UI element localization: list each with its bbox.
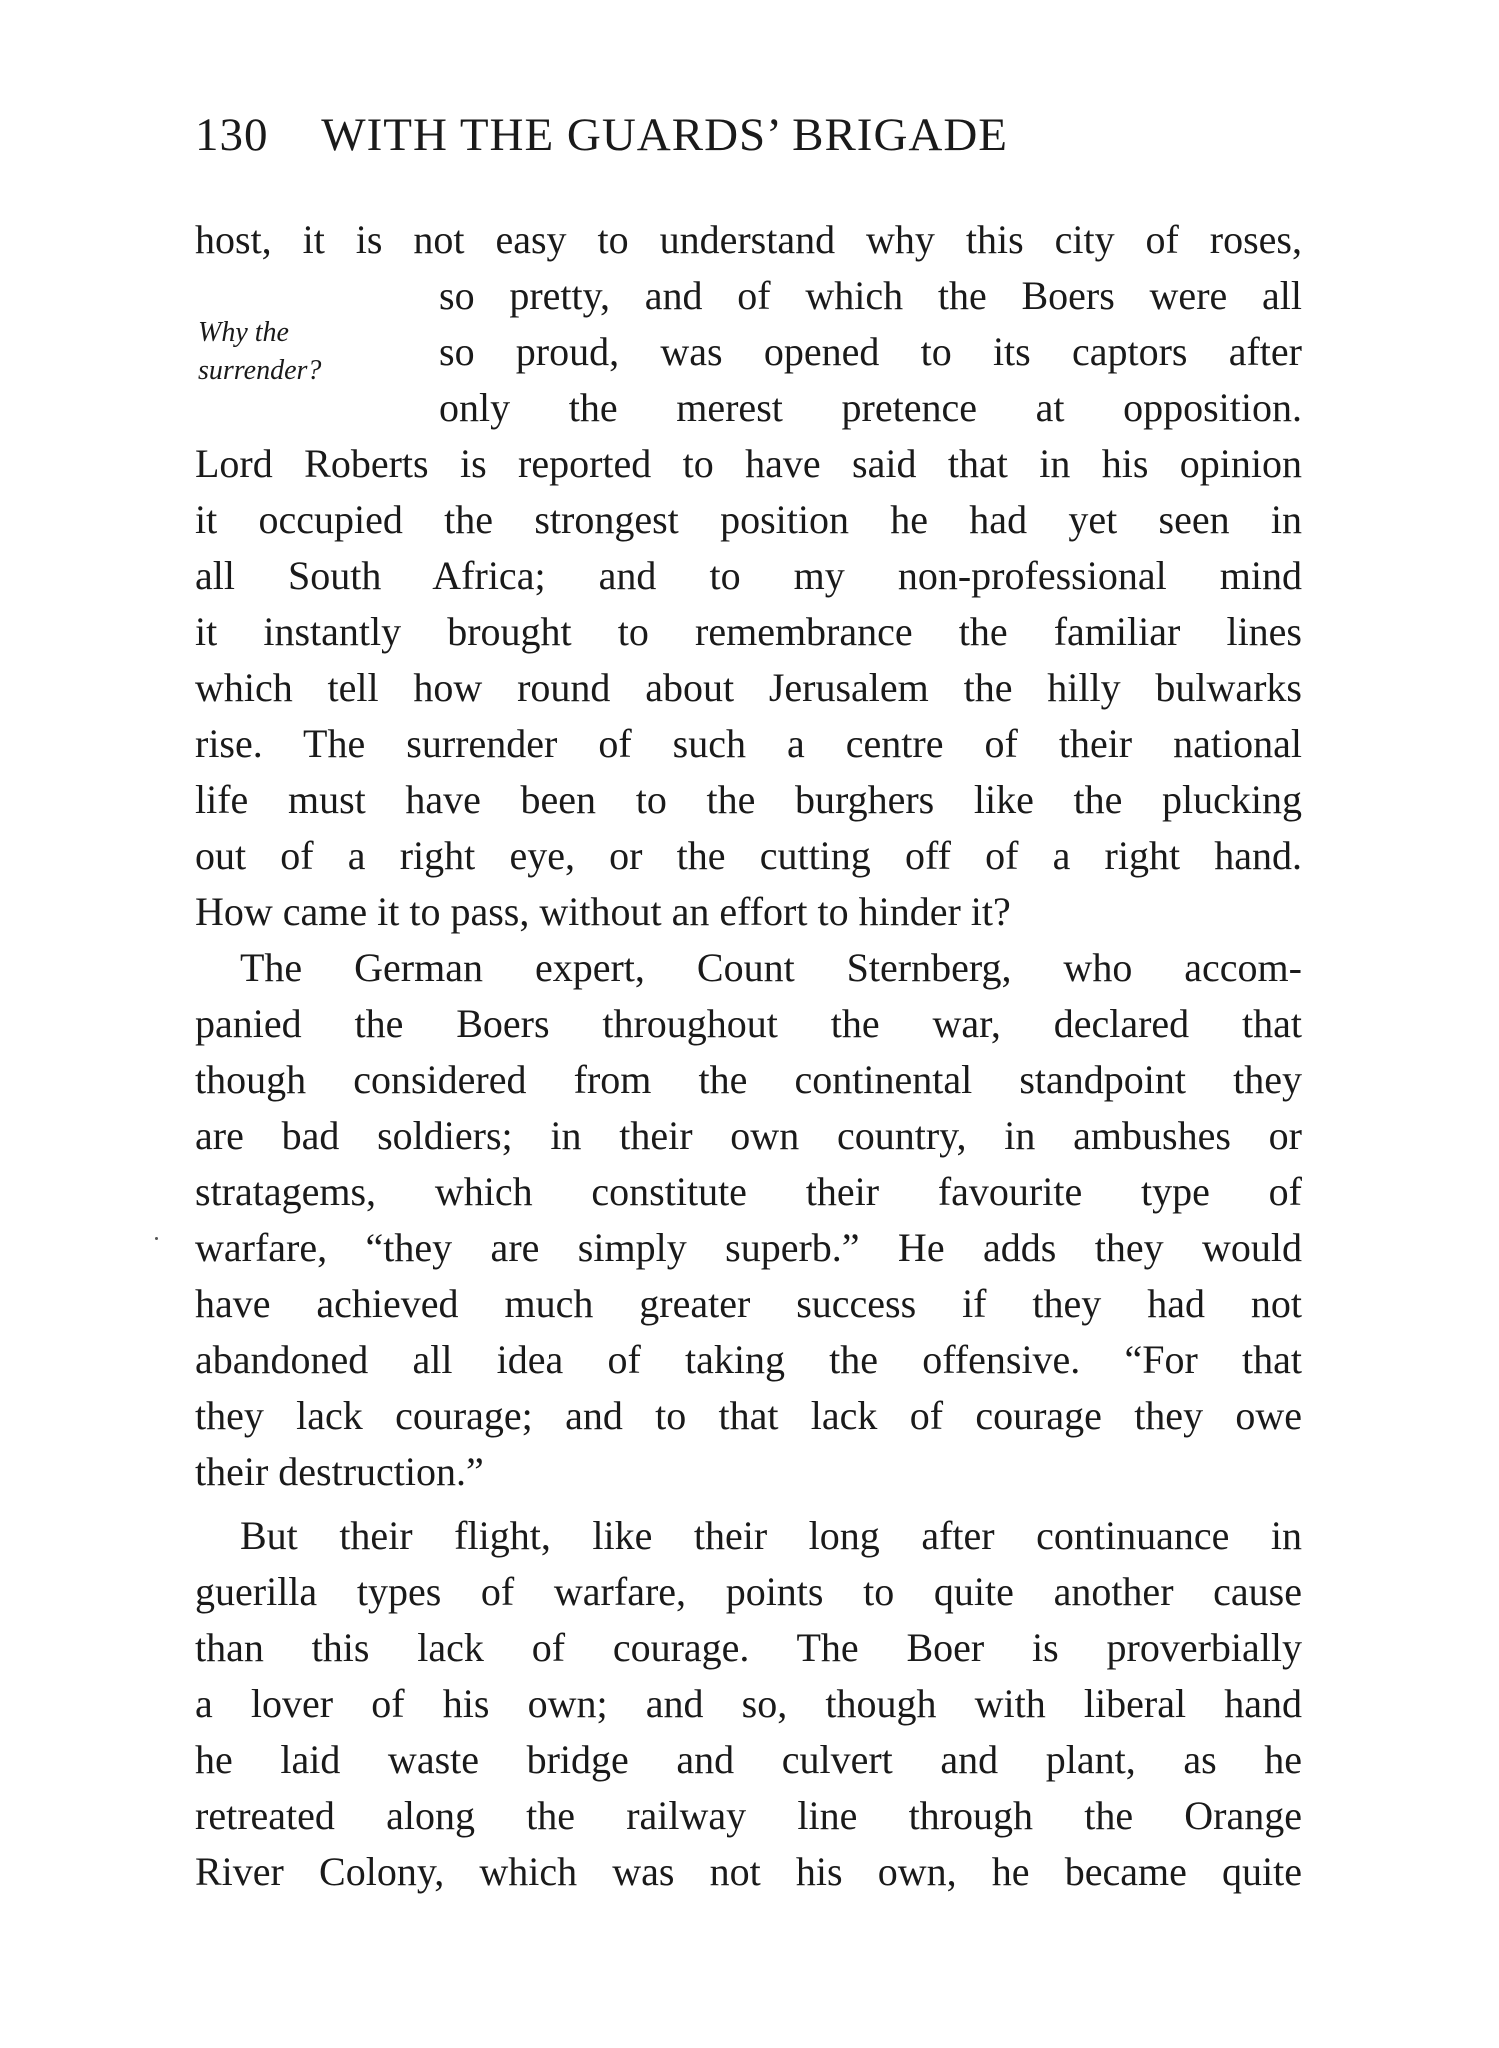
- text-line: stratagems, which constitute their favourite type of: [195, 1169, 1302, 1214]
- print-speck: [155, 1237, 158, 1240]
- text-line: than this lack of courage. The Boer is proverbially: [195, 1625, 1302, 1670]
- text-line: he laid waste bridge and culvert and plant, as he: [195, 1737, 1302, 1782]
- text-line: though considered from the continental standpoint they: [195, 1057, 1302, 1102]
- text-line: which tell how round about Jerusalem the hilly bulwarks: [195, 665, 1302, 710]
- page-header: [195, 108, 1305, 178]
- text-line: it instantly brought to remembrance the familiar lines: [195, 609, 1302, 654]
- text-line: Lord Roberts is reported to have said that in his opinion: [195, 441, 1302, 486]
- text-line: have achieved much greater success if they had not: [195, 1281, 1302, 1326]
- text-line: a lover of his own; and so, though with liberal hand: [195, 1681, 1302, 1726]
- text-line: it occupied the strongest position he had yet seen in: [195, 497, 1302, 542]
- text-line: panied the Boers throughout the war, declared that: [195, 1001, 1302, 1046]
- text-line: all South Africa; and to my non-professional mind: [195, 553, 1302, 598]
- marginal-note: [198, 314, 398, 390]
- page-number: 130: [195, 109, 269, 161]
- text-line: River Colony, which was not his own, he became quite: [195, 1849, 1302, 1894]
- text-line: warfare, “they are simply superb.” He adds they would: [195, 1225, 1302, 1270]
- text-line: they lack courage; and to that lack of courage they owe: [195, 1393, 1302, 1438]
- text-line: guerilla types of warfare, points to quite another cause: [195, 1569, 1302, 1614]
- text-line: rise. The surrender of such a centre of their national: [195, 721, 1302, 766]
- text-line: But their flight, like their long after continuance in: [240, 1513, 1302, 1558]
- text-line: How came it to pass, without an effort to hinder it?: [195, 889, 1011, 934]
- text-line: life must have been to the burghers like the plucking: [195, 777, 1302, 822]
- text-line: out of a right eye, or the cutting off of a right hand.: [195, 833, 1302, 878]
- text-line: so proud, was opened to its captors after: [439, 329, 1302, 374]
- text-line: host, it is not easy to understand why this city of roses,: [195, 217, 1302, 262]
- marginal-note-line-2: surrender?: [198, 355, 322, 386]
- text-line: The German expert, Count Sternberg, who accom-: [240, 945, 1302, 990]
- text-line: only the merest pretence at opposition.: [439, 385, 1302, 430]
- text-line: so pretty, and of which the Boers were all: [439, 273, 1302, 318]
- text-line: their destruction.”: [195, 1449, 484, 1494]
- text-line: abandoned all idea of taking the offensive. “For that: [195, 1337, 1302, 1382]
- running-title: WITH THE GUARDS’ BRIGADE: [321, 109, 1008, 161]
- text-line: are bad soldiers; in their own country, in ambushes or: [195, 1113, 1302, 1158]
- marginal-note-line-1: Why the: [198, 317, 289, 348]
- text-line: retreated along the railway line through the Orange: [195, 1793, 1302, 1838]
